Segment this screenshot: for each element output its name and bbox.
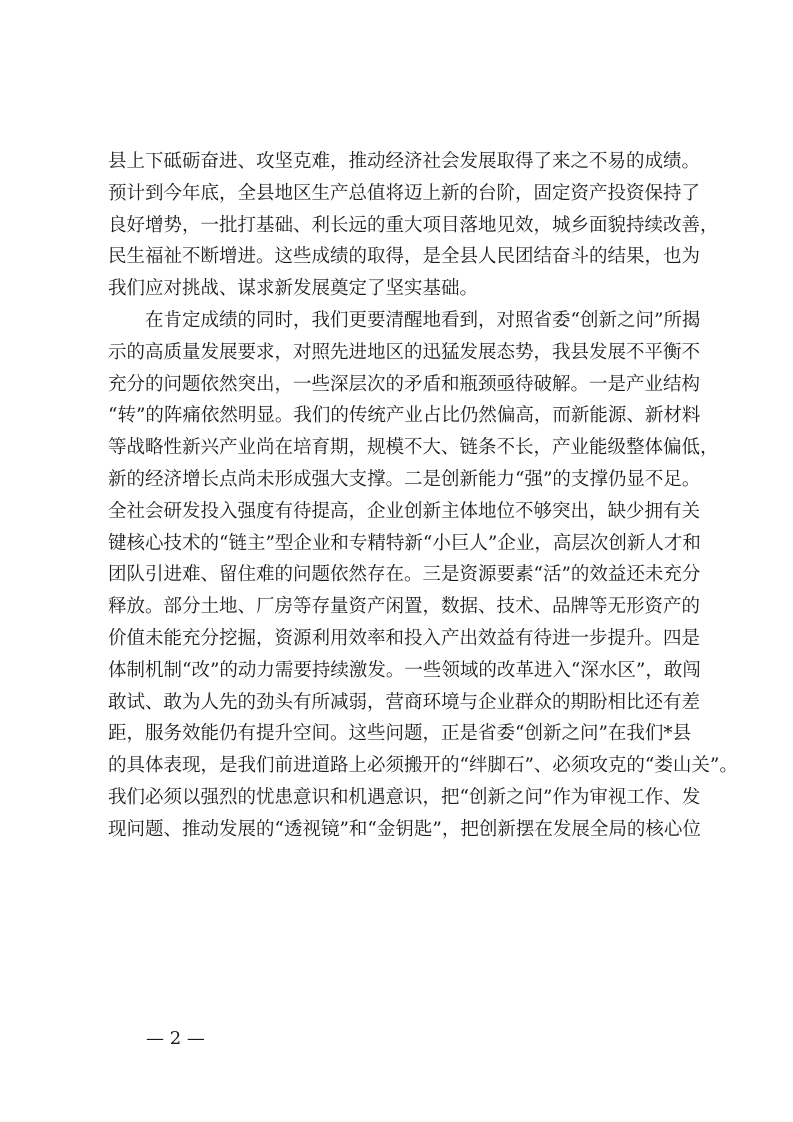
text-line: 新的经济增长点尚未形成强大支撑。二是创新能力“强”的支撑仍显不足。: [108, 468, 701, 490]
text-line: 在肯定成绩的同时，我们更要清醒地看到，对照省委“创新之问”所揭: [145, 309, 701, 331]
text-line: 示的高质量发展要求，对照先进地区的迅猛发展态势，我县发展不平衡不: [108, 341, 701, 363]
text-line: 团队引进难、留住难的问题依然存在。三是资源要素“活”的效益还未充分: [108, 564, 701, 586]
text-line: 我们应对挑战、谋求新发展奠定了坚实基础。: [108, 278, 479, 300]
text-line: 县上下砥砺奋进、攻坚克难，推动经济社会发展取得了来之不易的成绩。: [108, 151, 701, 172]
text-line: 敢试、敢为人先的劲头有所减弱，营商环境与企业群众的期盼相比还有差: [108, 691, 701, 713]
text-line: “转”的阵痛依然明显。我们的传统产业占比仍然偏高，而新能源、新材料: [108, 405, 701, 427]
text-line: 全社会研发投入强度有待提高，企业创新主体地位不够突出，缺少拥有关: [108, 500, 701, 522]
text-line: 我们必须以强烈的忧患意识和机遇意识，把“创新之问”作为审视工作、发: [108, 786, 701, 808]
text-line: 预计到今年底，全县地区生产总值将迈上新的台阶，固定资产投资保持了: [108, 182, 701, 204]
text-line: 充分的问题依然突出，一些深层次的矛盾和瓶颈亟待破解。一是产业结构: [108, 373, 701, 395]
text-line: 键核心技术的“链主”型企业和专精特新“小巨人”企业，高层次创新人才和: [108, 532, 701, 554]
text-line: 体制机制“改”的动力需要持续激发。一些领域的改革进入“深水区”，敢闯: [108, 659, 701, 681]
page-number: — 2 —: [146, 1028, 205, 1049]
text-line: 距，服务效能仍有提升空间。这些问题，正是省委“创新之问”在我们*县: [108, 723, 692, 745]
text-line: 民生福祉不断增进。这些成绩的取得，是全县人民团结奋斗的结果，也为: [108, 246, 701, 268]
text-line: 释放。部分土地、厂房等存量资产闲置，数据、技术、品牌等无形资产的: [108, 596, 701, 618]
body-text: [108, 146, 738, 846]
text-line: 良好增势，一批打基础、利长远的重大项目落地见效，城乡面貌持续改善，: [108, 214, 719, 236]
text-line: 等战略性新兴产业尚在培育期，规模不大、链条不长，产业能级整体偏低，: [108, 437, 719, 459]
text-line: 的具体表现，是我们前进道路上必须搬开的“绊脚石”、必须攻克的“娄山关”。: [108, 755, 738, 777]
text-line: 价值未能充分挖掘，资源利用效率和投入产出效益有待进一步提升。四是: [108, 627, 701, 649]
text-line: 现问题、推动发展的“透视镜”和“金钥匙”，把创新摆在发展全局的核心位: [108, 818, 701, 840]
